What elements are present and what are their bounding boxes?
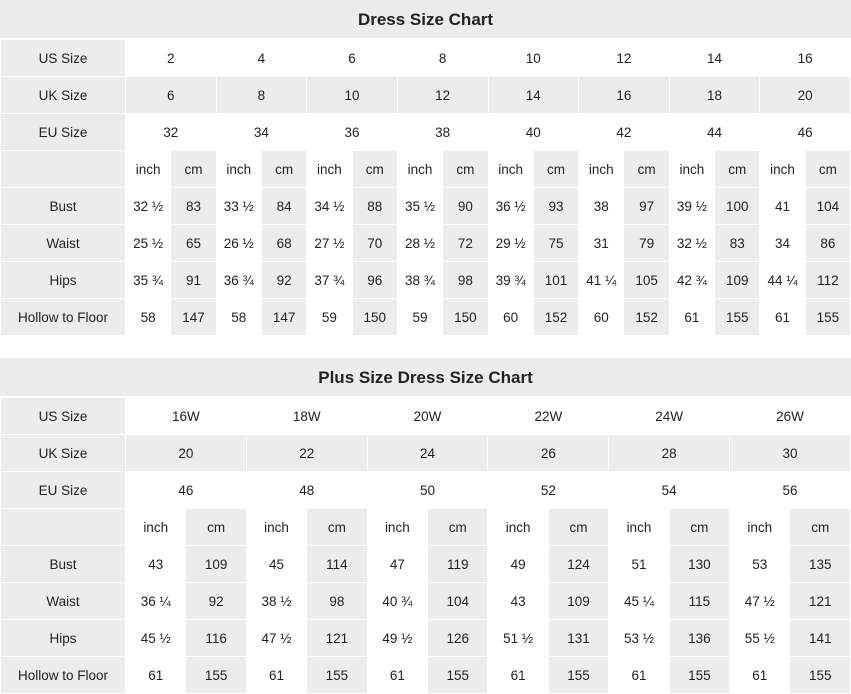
size-cell: 46 — [760, 114, 851, 151]
measure-cell: 28 ½ — [397, 225, 442, 262]
unit-cell: inch — [216, 151, 261, 188]
unit-cell: inch — [730, 509, 790, 546]
measure-cell: 109 — [548, 583, 608, 620]
measure-cell: 115 — [669, 583, 729, 620]
measure-cell: 37 ¾ — [307, 262, 352, 299]
unit-cell: cm — [307, 509, 367, 546]
measure-cell: 41 — [760, 188, 805, 225]
unit-cell: cm — [805, 151, 850, 188]
measure-cell: 35 ¾ — [126, 262, 171, 299]
table-row — [1, 188, 851, 225]
unit-cell: inch — [488, 509, 548, 546]
measure-cell: 155 — [186, 657, 246, 694]
row-label: UK Size — [1, 435, 126, 472]
measure-cell: 136 — [669, 620, 729, 657]
measure-cell: 105 — [624, 262, 669, 299]
measure-cell: 121 — [790, 583, 851, 620]
size-cell: 24W — [609, 398, 730, 435]
measure-cell: 104 — [805, 188, 850, 225]
size-cell: 6 — [126, 77, 217, 114]
unit-cell: inch — [246, 509, 306, 546]
measure-cell: 49 — [488, 546, 548, 583]
measure-cell: 36 ½ — [488, 188, 533, 225]
measure-cell: 119 — [428, 546, 488, 583]
measure-cell: 53 — [730, 546, 790, 583]
measure-cell: 104 — [428, 583, 488, 620]
measure-cell: 32 ½ — [669, 225, 714, 262]
measure-cell: 43 — [488, 583, 548, 620]
measure-cell: 39 ½ — [669, 188, 714, 225]
measure-cell: 97 — [624, 188, 669, 225]
measure-cell: 83 — [171, 188, 216, 225]
measure-cell: 131 — [548, 620, 608, 657]
table-row — [1, 583, 851, 620]
measure-cell: 147 — [261, 299, 306, 336]
measure-cell: 36 ¼ — [126, 583, 186, 620]
measure-cell: 60 — [488, 299, 533, 336]
table-row — [1, 435, 851, 472]
row-label: Waist — [1, 225, 126, 262]
unit-cell: cm — [186, 509, 246, 546]
size-chart-block — [0, 0, 851, 336]
size-cell: 48 — [246, 472, 367, 509]
measure-cell: 152 — [533, 299, 578, 336]
measure-cell: 53 ½ — [609, 620, 669, 657]
size-cell: 18 — [669, 77, 760, 114]
measure-cell: 70 — [352, 225, 397, 262]
table-row — [1, 398, 851, 435]
unit-cell: cm — [171, 151, 216, 188]
size-cell: 54 — [609, 472, 730, 509]
measure-cell: 61 — [730, 657, 790, 694]
measure-cell: 29 ½ — [488, 225, 533, 262]
row-label: US Size — [1, 40, 126, 77]
measure-cell: 101 — [533, 262, 578, 299]
measure-cell: 38 — [579, 188, 624, 225]
measure-cell: 47 — [367, 546, 427, 583]
table-row — [1, 262, 851, 299]
section-divider — [0, 336, 851, 358]
unit-cell: inch — [307, 151, 352, 188]
table-row — [1, 472, 851, 509]
size-cell: 8 — [397, 40, 488, 77]
measure-cell: 155 — [669, 657, 729, 694]
size-cell: 20 — [126, 435, 247, 472]
measure-cell: 61 — [488, 657, 548, 694]
unit-cell: inch — [367, 509, 427, 546]
measure-cell: 34 ½ — [307, 188, 352, 225]
size-cell: 10 — [488, 40, 579, 77]
chart-title: Dress Size Chart — [0, 0, 851, 39]
row-label: Bust — [1, 188, 126, 225]
measure-cell: 93 — [533, 188, 578, 225]
unit-cell: cm — [443, 151, 488, 188]
table-row — [1, 299, 851, 336]
measure-cell: 51 — [609, 546, 669, 583]
measure-cell: 155 — [428, 657, 488, 694]
measure-cell: 47 ½ — [730, 583, 790, 620]
unit-cell: cm — [548, 509, 608, 546]
measure-cell: 61 — [126, 657, 186, 694]
measure-cell: 130 — [669, 546, 729, 583]
measure-cell: 51 ½ — [488, 620, 548, 657]
measure-cell: 61 — [367, 657, 427, 694]
measure-cell: 41 ¼ — [579, 262, 624, 299]
size-cell: 36 — [307, 114, 398, 151]
measure-cell: 150 — [352, 299, 397, 336]
size-cell: 8 — [216, 77, 307, 114]
size-cell: 18W — [246, 398, 367, 435]
unit-cell: inch — [760, 151, 805, 188]
row-label: EU Size — [1, 472, 126, 509]
measure-cell: 45 — [246, 546, 306, 583]
measure-cell: 152 — [624, 299, 669, 336]
measure-cell: 58 — [216, 299, 261, 336]
unit-row — [1, 151, 851, 188]
size-cell: 2 — [126, 40, 217, 77]
measure-cell: 155 — [548, 657, 608, 694]
unit-cell: cm — [790, 509, 851, 546]
measure-cell: 92 — [186, 583, 246, 620]
measure-cell: 65 — [171, 225, 216, 262]
measure-cell: 112 — [805, 262, 850, 299]
table-row — [1, 40, 851, 77]
measure-cell: 25 ½ — [126, 225, 171, 262]
measure-cell: 98 — [307, 583, 367, 620]
measure-cell: 141 — [790, 620, 851, 657]
table-row — [1, 225, 851, 262]
row-label: UK Size — [1, 77, 126, 114]
size-cell: 44 — [669, 114, 760, 151]
measure-cell: 47 ½ — [246, 620, 306, 657]
measure-cell: 59 — [307, 299, 352, 336]
measure-cell: 33 ½ — [216, 188, 261, 225]
row-label: US Size — [1, 398, 126, 435]
measure-cell: 124 — [548, 546, 608, 583]
size-cell: 22 — [246, 435, 367, 472]
measure-cell: 79 — [624, 225, 669, 262]
size-cell: 4 — [216, 40, 307, 77]
measure-cell: 68 — [261, 225, 306, 262]
size-cell: 50 — [367, 472, 488, 509]
measure-cell: 90 — [443, 188, 488, 225]
table-row — [1, 620, 851, 657]
unit-cell: cm — [352, 151, 397, 188]
size-cell: 30 — [730, 435, 851, 472]
unit-cell: cm — [533, 151, 578, 188]
row-label: Hollow to Floor — [1, 299, 126, 336]
measure-cell: 36 ¾ — [216, 262, 261, 299]
measure-cell: 38 ½ — [246, 583, 306, 620]
measure-cell: 88 — [352, 188, 397, 225]
measure-cell: 155 — [715, 299, 760, 336]
size-cell: 12 — [397, 77, 488, 114]
measure-cell: 155 — [790, 657, 851, 694]
unit-cell: inch — [669, 151, 714, 188]
size-cell: 24 — [367, 435, 488, 472]
measure-cell: 100 — [715, 188, 760, 225]
row-label: Hollow to Floor — [1, 657, 126, 694]
size-cell: 14 — [488, 77, 579, 114]
measure-cell: 92 — [261, 262, 306, 299]
size-cell: 26 — [488, 435, 609, 472]
size-cell: 34 — [216, 114, 307, 151]
row-label: Hips — [1, 620, 126, 657]
size-cell: 6 — [307, 40, 398, 77]
measure-cell: 39 ¾ — [488, 262, 533, 299]
measure-cell: 59 — [397, 299, 442, 336]
measure-cell: 135 — [790, 546, 851, 583]
measure-cell: 60 — [579, 299, 624, 336]
size-cell: 52 — [488, 472, 609, 509]
row-label — [1, 509, 126, 546]
size-cell: 56 — [730, 472, 851, 509]
size-cell: 22W — [488, 398, 609, 435]
unit-cell: cm — [624, 151, 669, 188]
unit-cell: cm — [428, 509, 488, 546]
measure-cell: 26 ½ — [216, 225, 261, 262]
size-cell: 16 — [579, 77, 670, 114]
measure-cell: 49 ½ — [367, 620, 427, 657]
table-row — [1, 546, 851, 583]
measure-cell: 72 — [443, 225, 488, 262]
measure-cell: 58 — [126, 299, 171, 336]
measure-cell: 61 — [669, 299, 714, 336]
unit-cell: cm — [715, 151, 760, 188]
size-cell: 38 — [397, 114, 488, 151]
size-cell: 10 — [307, 77, 398, 114]
measure-cell: 155 — [307, 657, 367, 694]
measure-cell: 147 — [171, 299, 216, 336]
table-row — [1, 114, 851, 151]
measure-cell: 61 — [609, 657, 669, 694]
unit-cell: inch — [126, 509, 186, 546]
measure-cell: 114 — [307, 546, 367, 583]
row-label: EU Size — [1, 114, 126, 151]
measure-cell: 126 — [428, 620, 488, 657]
measure-cell: 150 — [443, 299, 488, 336]
unit-cell: cm — [261, 151, 306, 188]
size-cell: 20W — [367, 398, 488, 435]
measure-cell: 45 ½ — [126, 620, 186, 657]
size-table — [0, 39, 851, 336]
size-chart-block — [0, 358, 851, 694]
measure-cell: 61 — [246, 657, 306, 694]
size-table — [0, 397, 851, 694]
table-row — [1, 77, 851, 114]
size-cell: 12 — [579, 40, 670, 77]
unit-cell: cm — [669, 509, 729, 546]
row-label — [1, 151, 126, 188]
measure-cell: 45 ¼ — [609, 583, 669, 620]
row-label: Hips — [1, 262, 126, 299]
measure-cell: 61 — [760, 299, 805, 336]
measure-cell: 42 ¾ — [669, 262, 714, 299]
table-row — [1, 657, 851, 694]
measure-cell: 83 — [715, 225, 760, 262]
unit-cell: inch — [126, 151, 171, 188]
measure-cell: 109 — [186, 546, 246, 583]
size-cell: 28 — [609, 435, 730, 472]
unit-cell: inch — [488, 151, 533, 188]
measure-cell: 155 — [805, 299, 850, 336]
size-cell: 32 — [126, 114, 217, 151]
size-cell: 42 — [579, 114, 670, 151]
size-cell: 20 — [760, 77, 851, 114]
measure-cell: 44 ¼ — [760, 262, 805, 299]
measure-cell: 91 — [171, 262, 216, 299]
measure-cell: 121 — [307, 620, 367, 657]
unit-cell: inch — [397, 151, 442, 188]
measure-cell: 40 ¾ — [367, 583, 427, 620]
size-cell: 40 — [488, 114, 579, 151]
measure-cell: 31 — [579, 225, 624, 262]
size-cell: 26W — [730, 398, 851, 435]
unit-row — [1, 509, 851, 546]
row-label: Bust — [1, 546, 126, 583]
measure-cell: 116 — [186, 620, 246, 657]
size-cell: 46 — [126, 472, 247, 509]
measure-cell: 109 — [715, 262, 760, 299]
unit-cell: inch — [609, 509, 669, 546]
measure-cell: 43 — [126, 546, 186, 583]
measure-cell: 35 ½ — [397, 188, 442, 225]
measure-cell: 32 ½ — [126, 188, 171, 225]
size-cell: 16 — [760, 40, 851, 77]
measure-cell: 27 ½ — [307, 225, 352, 262]
measure-cell: 98 — [443, 262, 488, 299]
size-cell: 14 — [669, 40, 760, 77]
measure-cell: 38 ¾ — [397, 262, 442, 299]
measure-cell: 75 — [533, 225, 578, 262]
measure-cell: 84 — [261, 188, 306, 225]
unit-cell: inch — [579, 151, 624, 188]
size-cell: 16W — [126, 398, 247, 435]
measure-cell: 96 — [352, 262, 397, 299]
measure-cell: 86 — [805, 225, 850, 262]
chart-title: Plus Size Dress Size Chart — [0, 358, 851, 397]
row-label: Waist — [1, 583, 126, 620]
measure-cell: 55 ½ — [730, 620, 790, 657]
measure-cell: 34 — [760, 225, 805, 262]
